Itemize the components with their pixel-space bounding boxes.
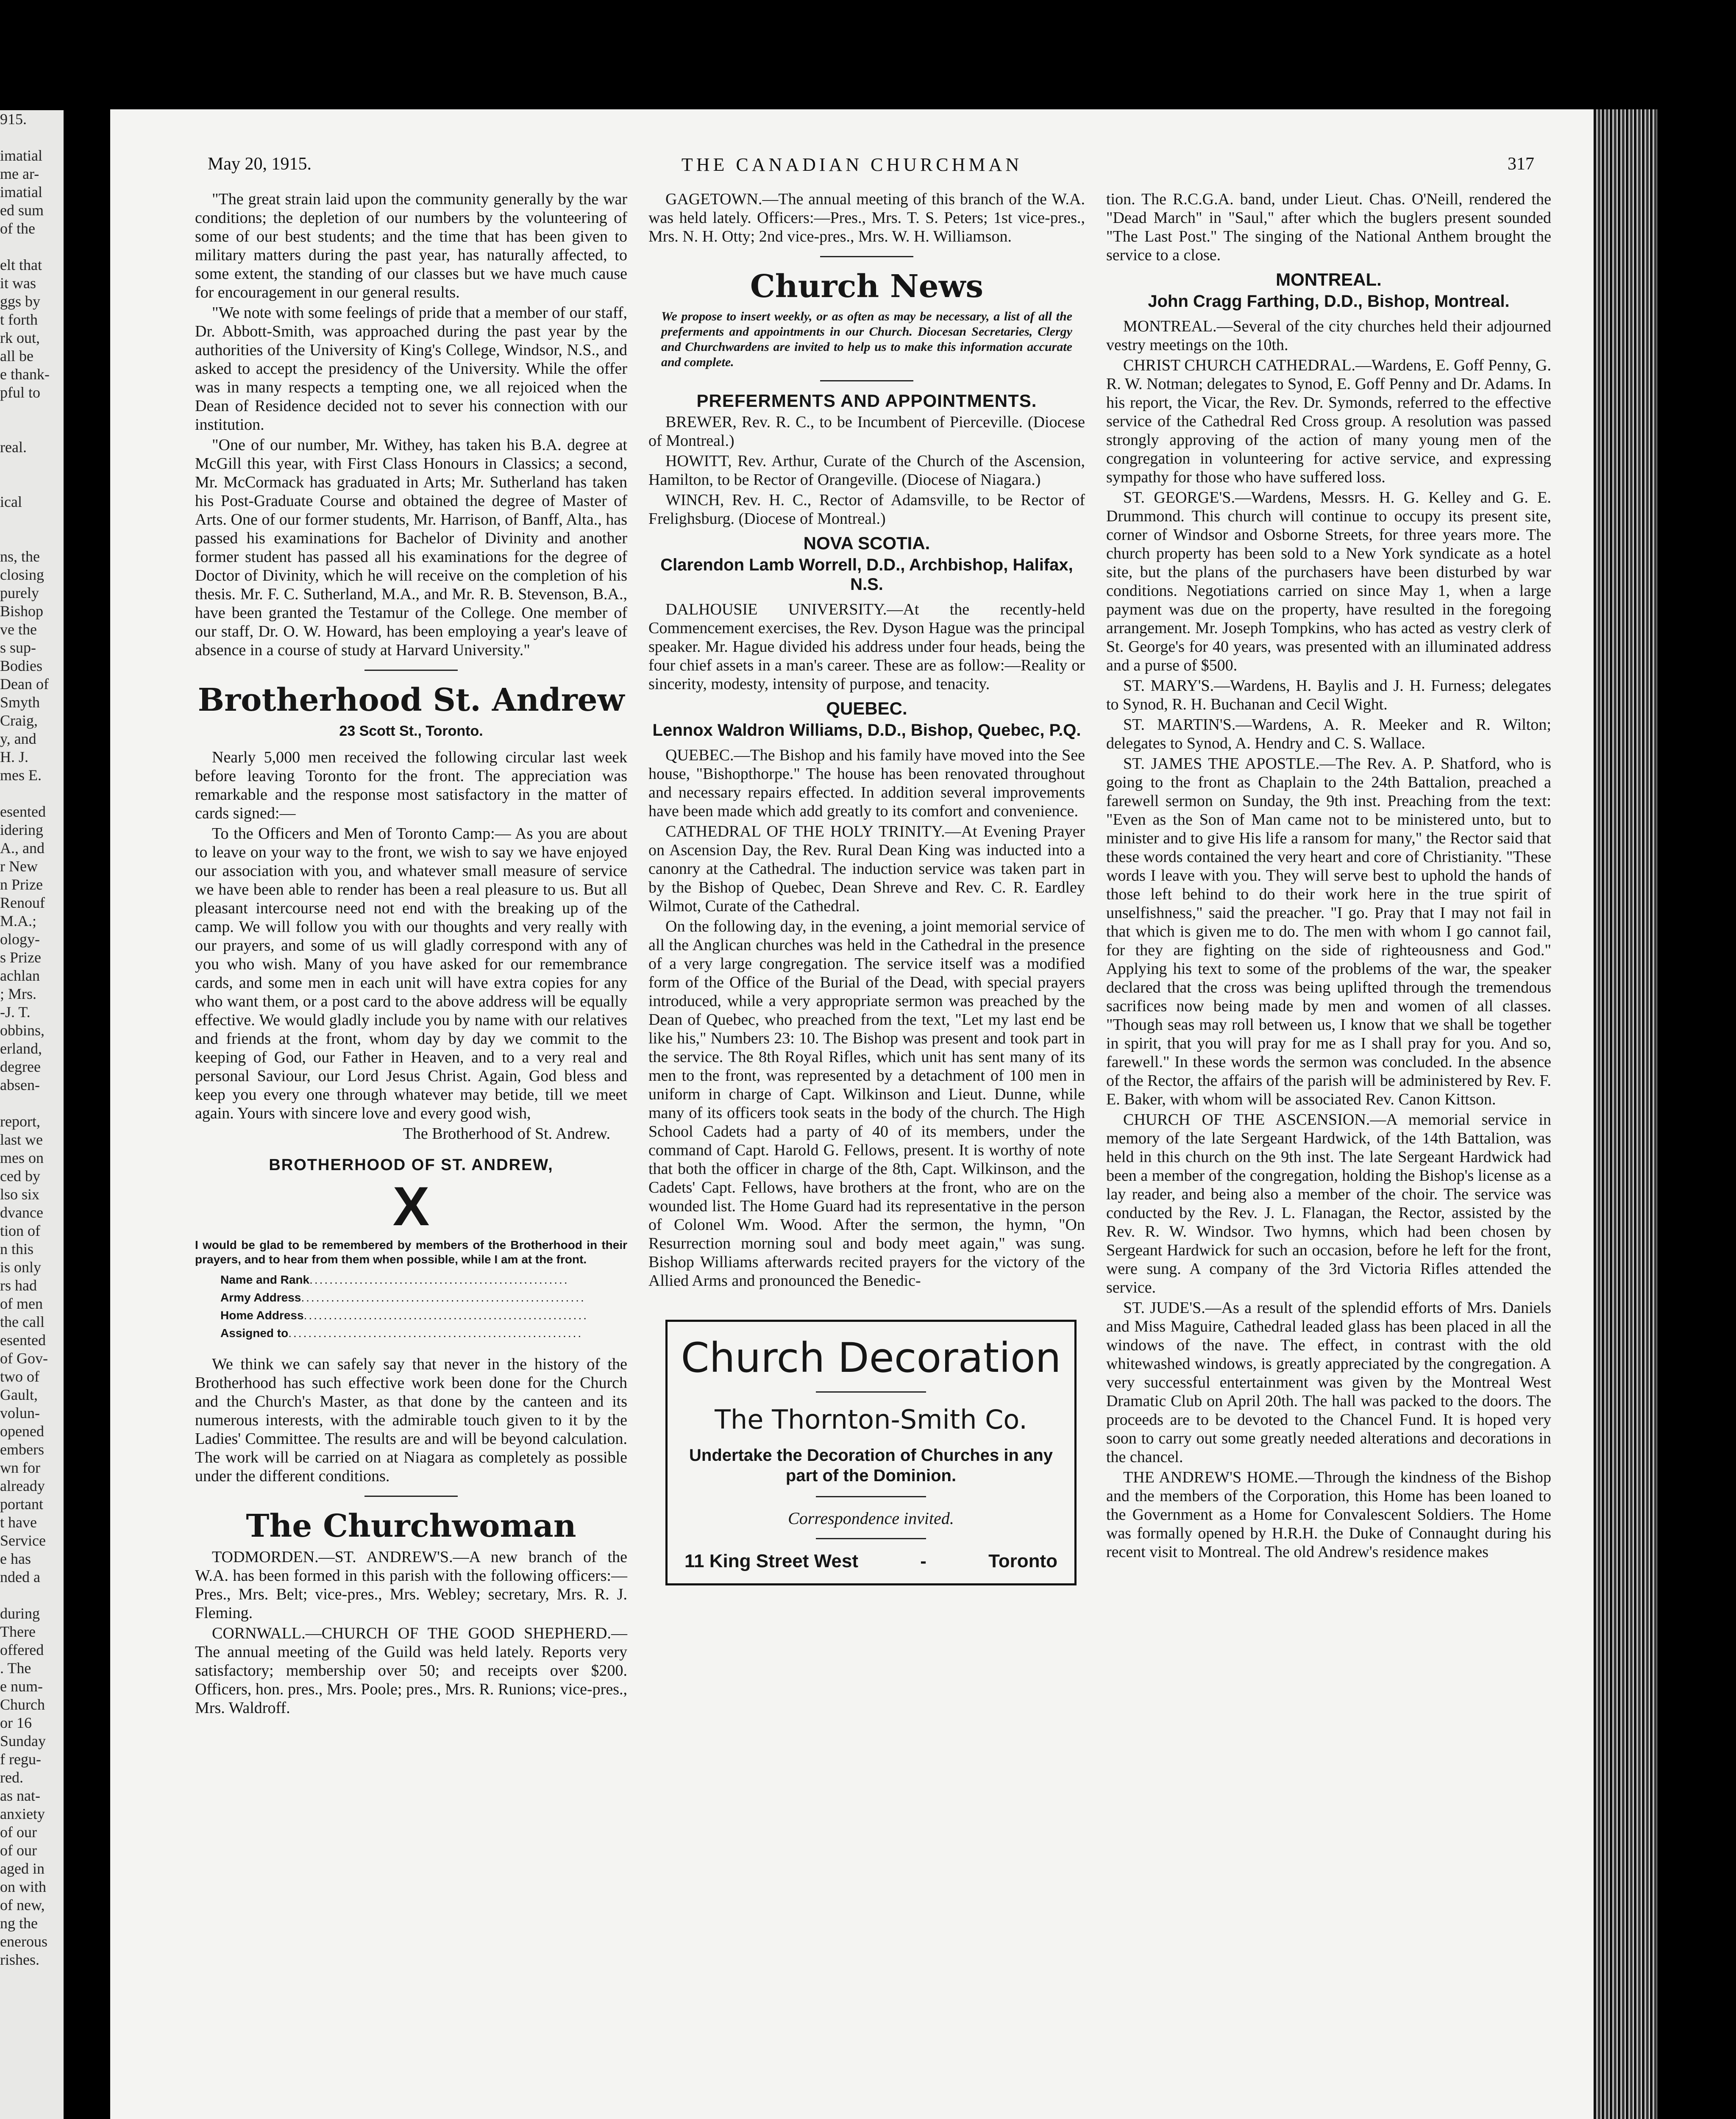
margin-fragment: Bishop [0, 603, 44, 620]
publication-title: THE CANADIAN CHURCHMAN [681, 154, 1023, 175]
ad-footer [676, 1552, 1066, 1571]
margin-fragment: rs had [0, 1277, 37, 1294]
ad-address: 11 King Street West [684, 1551, 858, 1571]
margin-fragment: Gault, [0, 1386, 38, 1403]
margin-fragment [0, 511, 64, 529]
ad-correspondence: Correspondence invited. [788, 1509, 954, 1528]
margin-fragment: dvance [0, 1204, 43, 1221]
church-news-note: We propose to insert weekly, or as often as may be necessary, a list of all the preferments and appointments in our Church. Diocesan Secretaries, Clergy and Churchwardens are invited to help us to make this information accurate and complete. [661, 309, 1072, 369]
ad-dash: - [920, 1551, 926, 1571]
margin-fragment: Bodies [0, 657, 43, 674]
margin-fragment: report, [0, 1113, 40, 1130]
article-paragraph: ST. GEORGE'S.—Wardens, Messrs. H. G. Kelley and G. E. Drummond. This church will continue to occupy its present site, corner of Windsor and Osborne Streets, for three years more. The church property has been sold to a New York syndicate as a hotel site, but the plans of the purchasers have been disturbed by war conditions. Negotiations carried on since May 1, when a large payment was due on the property, have resulted in the foregoing arrangement. Mr. Joseph Tompkins, who has acted as vestry clerk of St. George's for 40 years, was presented with an illuminated address and a purse of $500. [1106, 489, 1551, 674]
montreal-bishop: John Cragg Farthing, D.D., Bishop, Montreal. [1148, 292, 1510, 311]
form-heading: BROTHERHOOD OF ST. ANDREW, [269, 1156, 554, 1174]
page-number: 317 [1508, 154, 1534, 174]
margin-fragment [0, 475, 64, 493]
margin-fragment: purely [0, 584, 39, 601]
margin-fragment: rishes. [0, 1951, 39, 1968]
article-paragraph: "One of our number, Mr. Withey, has taken his B.A. degree at McGill this year, with First Class Honours in Classics; a second, Mr. McCormack has graduated in Arts; Mr. Sutherland has taken his Post-Graduate Course and obtained the degree of Master of Arts. One of our former students, Mr. Harrison, of Banff, Alta., has passed his examinations for Bachelor of Divinity and another former student has passed all his examinations for the degree of Doctor of Divinity, which he will receive on the completion of his thesis. Mr. F. C. Sutherland, M.A., and Mr. R. B. Stevenson, B.A., have been granted the Testamur of the College. One member of our staff, Dr. O. W. Howard, has been employing a year's leave of absence in a course of study at Harvard University." [195, 436, 627, 659]
margin-fragment: elt that [0, 256, 42, 273]
margin-fragment: e num- [0, 1678, 43, 1695]
margin-fragment: e thank- [0, 366, 50, 383]
margin-fragment: as nat- [0, 1787, 40, 1804]
article-paragraph: On the following day, in the evening, a joint memorial service of all the Anglican churches was held in the Cathedral in the presence of a very large congregation. The service itself was a modified form of the Office of the Burial of the Dead, with special prayers introduced, while a very appropriate sermon was preached by the Dean of Quebec, who preached from the text, "Let my last end be like his," Numbers 23: 10. The Bishop was present and took part in the service. The 8th Royal Rifles, which unit has sent many of its men to the front, was represented by a detachment of 100 men in uniform in charge of Capt. Wilkinson and Lieut. Dunne, while many of its officers took seats in the body of the church. The High School Cadets had a party of 40 of its members, under the command of Capt. Harold G. Fellows, present. It is worthy of note that both the officer in charge of the 8th, Capt. Wilkinson, and the Cadets' Capt. Fellows, have brothers at the front, who are on the wounded list. The Home Guard had its representative in the person of Colonel Wm. Wood. After the sermon, the hymn, "On Resurrection morning soul and body meet again," was sung. Bishop Williams afterwards recited prayers for the victory of the Allied Arms and pronounced the Benedic- [648, 918, 1085, 1290]
article-paragraph: ST. JAMES THE APOSTLE.—The Rev. A. P. Shatford, who is going to the front as Chaplain to the 24th Battalion, preached a farewell sermon on Sunday, the 9th inst. Preaching from the text: "Even as the Son of Man came not to be ministered unto, but to minister and to give His life a ransom for many," the Rector said that these words contained the very heart and core of Christianity. "These words I leave with you. They will serve best to uphold the hands of those left behind to do their work here in the true spirit of unselfishness," said the preacher. "I go. Pray that I may not fail in that which is given me to do. The men with whom I go cannot fail, for they are fighting on the side of righteousness and God." Applying his text to some of the problems of the war, the speaker declared that the cross was being uplifted through the tremendous sacrifices now being made by men and women of all classes. "Though seas may roll between us, I know that we shall be together in spirit, that you will pray for me as I shall pray for you. And so, farewell." In these words the sermon was concluded. In the absence of the Rector, the affairs of the parish will be administered by Rev. F. E. Baker, with whom will be associated Rev. Canon Kittson. [1106, 755, 1551, 1108]
margin-fragment: imatial [0, 147, 42, 164]
margin-fragment: rk out, [0, 329, 40, 346]
margin-fragment: of our [0, 1842, 37, 1859]
article-paragraph: ST. MARTIN'S.—Wardens, A. R. Meeker and R. Wilton; delegates to Synod, A. Hendry and C. S. Wallace. [1106, 716, 1551, 752]
margin-fragment [0, 420, 64, 438]
margin-fragment: Craig, [0, 712, 38, 729]
quebec-bishop: Lennox Waldron Williams, D.D., Bishop, Quebec, P.Q. [652, 721, 1081, 740]
montreal-heading: MONTREAL. [1276, 270, 1382, 289]
article-paragraph: tion. The R.C.G.A. band, under Lieut. Chas. O'Neill, rendered the "Dead March" in "Saul," after which the buglers present sounded "The Last Post." The singing of the National Anthem brought the service to a close. [1106, 190, 1551, 264]
margin-fragment: Renouf [0, 894, 45, 911]
margin-fragment: 915. [0, 111, 27, 128]
page-header [110, 154, 1594, 179]
margin-fragment: anxiety [0, 1805, 45, 1822]
margin-fragment: wn for [0, 1459, 40, 1476]
article-paragraph: ST. JUDE'S.—As a result of the splendid efforts of Mrs. Daniels and Miss Maguire, Cathedral leaded glass has been placed in all the windows of the nave. The effect, in contrast with the old whitewashed windows, is greatly appreciated by the congregation. A very successful entertainment was given by the Montreal West Dramatic Club on April 20th. The hall was packed to the doors. The proceeds are to be devoted to the Chancel Fund. It is hoped very soon to carry out some greatly needed alterations and decorations in the chancel. [1106, 1299, 1551, 1466]
divider [820, 256, 913, 257]
margin-fragment: -J. T. [0, 1004, 31, 1021]
margin-fragment: opened [0, 1423, 44, 1440]
ad-city: Toronto [988, 1551, 1057, 1571]
divider [816, 1538, 926, 1539]
margin-fragment: offered [0, 1641, 44, 1658]
form-intro: I would be glad to be remembered by members of the Brotherhood in their prayers, and to hear from them when possible, while I am at the front. [195, 1238, 627, 1266]
margin-fragment: lso six [0, 1186, 40, 1203]
column-2 [648, 190, 1085, 1585]
margin-fragment: or 16 [0, 1714, 32, 1731]
article-paragraph: ST. MARY'S.—Wardens, H. Baylis and J. H. Furness; delegates to Synod, R. H. Buchanan and Cecil Wight. [1106, 677, 1551, 713]
margin-fragment: two of [0, 1368, 39, 1385]
divider [364, 670, 458, 671]
margin-fragment: M.A.; [0, 912, 37, 929]
margin-fragment: closing [0, 566, 44, 583]
margin-fragment: on with [0, 1878, 47, 1895]
preferments-heading: PREFERMENTS AND APPOINTMENTS. [696, 391, 1037, 411]
divider [820, 380, 913, 381]
margin-fragment: all be [0, 348, 33, 364]
margin-fragment: erland, [0, 1040, 42, 1057]
nova-scotia-heading: NOVA SCOTIA. [803, 533, 930, 553]
margin-fragment: A., and [0, 840, 45, 856]
margin-fragment [0, 402, 64, 420]
margin-fragment: s Prize [0, 949, 41, 966]
margin-fragment: . The [0, 1660, 31, 1677]
margin-fragment [0, 784, 64, 803]
margin-fragment: the call [0, 1313, 45, 1330]
margin-fragment [0, 128, 64, 147]
margin-fragment: mes on [0, 1149, 44, 1166]
column-1 [195, 190, 627, 1719]
article-paragraph: Nearly 5,000 men received the following circular last week before leaving Toronto for the front. The appreciation was remarkable and the response most satisfactory in the matter of cards signed:— [195, 748, 627, 822]
margin-fragment: of Gov- [0, 1350, 48, 1367]
article-paragraph: GAGETOWN.—The annual meeting of this branch of the W.A. was held lately. Officers:—Pres., Mrs. T. S. Peters; 1st vice-pres., Mrs. N. H. Otty; 2nd vice-pres., Mrs. W. H. Williamson. [648, 190, 1085, 245]
margin-fragment: ology- [0, 931, 40, 948]
article-paragraph: We think we can safely say that never in the history of the Brotherhood has such effective work been done for the Church and the Church's Master, as that done by the canteen and its numerous interests, with the admirable touch given to it by the Ladies' Committee. The results are and will be beyond calculation. The work will be carried on at Niagara as completely as possible under the different conditions. [195, 1355, 627, 1485]
margin-fragment: Smyth [0, 694, 40, 711]
margin-fragment: of men [0, 1295, 43, 1312]
margin-fragment: obbins, [0, 1022, 45, 1039]
margin-fragment: esented [0, 803, 46, 820]
margin-fragment: e has [0, 1550, 31, 1567]
margin-fragment: of new, [0, 1897, 45, 1913]
column-3 [1106, 190, 1551, 1563]
form-line-assigned: Assigned to........................................................... [220, 1326, 583, 1340]
adjacent-page-strip [0, 110, 64, 2119]
margin-fragment: of our [0, 1824, 37, 1841]
divider [816, 1391, 926, 1393]
margin-fragment: last we [0, 1131, 43, 1148]
article-paragraph: "The great strain laid upon the community generally by the war conditions; the depletion of our numbers by the volunteering of some of our best students; and the time that has been given to military matters during the past year, has naturally affected, to some extent, the standing of our classes but we have much cause for encouragement in our general results. [195, 190, 627, 301]
article-paragraph: "We note with some feelings of pride that a member of our staff, Dr. Abbott-Smith, was approached during the past year by the authorities of the University of King's College, Windsor, N.S., and asked to accept the presidency of the University. While the offer was in many respects a tempting one, we all rejoiced when the Dean of Residence decided not to sever his connection with our institution. [195, 304, 627, 434]
article-paragraph: QUEBEC.—The Bishop and his family have moved into the See house, "Bishopthorpe." The house has been renovated throughout and necessary repairs effected. In addition several improvements have been made which add greatly to its comfort and convenience. [648, 746, 1085, 820]
margin-fragment: ve the [0, 621, 37, 638]
margin-fragment: ced by [0, 1168, 40, 1185]
margin-fragment: esented [0, 1332, 46, 1349]
margin-fragment: mes E. [0, 767, 42, 784]
margin-fragment: aged in [0, 1860, 45, 1877]
churchwoman-heading: The Churchwoman [246, 1508, 576, 1544]
ad-company: The Thornton-Smith Co. [715, 1404, 1027, 1435]
issue-date: May 20, 1915. [208, 154, 312, 174]
preferment-item: HOWITT, Rev. Arthur, Curate of the Church of the Ascension, Hamilton, to be Rector of Orangeville. (Diocese of Niagara.) [648, 452, 1085, 489]
margin-fragment: red. [0, 1769, 23, 1786]
preferment-item: BREWER, Rev. R. C., to be Incumbent of Pierceville. (Diocese of Montreal.) [648, 413, 1085, 450]
margin-fragment: pful to [0, 384, 40, 401]
margin-fragment: H. J. [0, 748, 29, 765]
margin-fragment: already [0, 1477, 45, 1494]
article-paragraph: DALHOUSIE UNIVERSITY.—At the recently-held Commencement exercises, the Rev. Dyson Hague was the principal speaker. Mr. Hague divided his address under four heads, being the four chief assets in a man's career. These are as follow:—Reality or sincerity, modesty, intensity of purpose, and tenacity. [648, 601, 1085, 693]
margin-fragment: idering [0, 821, 43, 838]
margin-fragment: volun- [0, 1404, 40, 1421]
margin-fragment [0, 1094, 64, 1112]
form-line-home-address: Home Address......................................................... [220, 1309, 588, 1322]
margin-fragment: portant [0, 1496, 43, 1513]
margin-fragment: enerous [0, 1933, 47, 1950]
margin-fragment [0, 456, 64, 475]
divider [364, 1496, 458, 1497]
margin-fragment: ical [0, 493, 22, 510]
brotherhood-heading: Brotherhood St. Andrew [198, 682, 625, 718]
margin-fragment: n this [0, 1240, 34, 1257]
margin-fragment: r New [0, 858, 38, 875]
preferment-item: WINCH, Rev. H. C., Rector of Adamsville, to be Rector of Frelighsburg. (Diocese of Montreal.) [648, 491, 1085, 528]
margin-fragment: Church [0, 1696, 45, 1713]
divider [816, 1496, 926, 1497]
form-line-name: Name and Rank.................................................... [220, 1273, 569, 1286]
margin-fragment: imatial [0, 184, 42, 200]
margin-fragment: ggs by [0, 293, 41, 310]
margin-fragment: me ar- [0, 165, 39, 182]
form-mark: X [392, 1175, 430, 1237]
margin-fragment: real. [0, 439, 27, 456]
margin-fragment [0, 238, 64, 256]
margin-fragment: of the [0, 220, 35, 237]
advertisement-box [665, 1320, 1077, 1585]
article-paragraph: CORNWALL.—CHURCH OF THE GOOD SHEPHERD.—The annual meeting of the Guild was held lately. Reports very satisfactory; membership over 50; and receipts over $200. Officers, hon. pres., Mrs. Poole; pres., Mrs. R. Runions; vice-pres., Mrs. Waldroff. [195, 1624, 627, 1717]
article-paragraph: CHURCH OF THE ASCENSION.—A memorial service in memory of the late Sergeant Hardwick, of the 14th Battalion, was held in this church on the 9th inst. The late Sergeant Hardwick had been a member of the congregation, holding the Bishop's license as a lay reader, and being also a member of the choir. The service was conducted by the Rev. J. L. Flanagan, the Rector, assisted by the Rev. R. W. Windsor. Two hymns, which had been chosen by Sergeant Hardwick for such an occasion, before he left for the front, were sung. A company of the 3rd Victoria Rifles attended the service. [1106, 1111, 1551, 1296]
brotherhood-signoff: The Brotherhood of St. Andrew. [403, 1125, 610, 1143]
margin-fragment: ed sum [0, 202, 44, 219]
margin-fragment: ng the [0, 1915, 38, 1932]
margin-fragment: ; Mrs. [0, 985, 37, 1002]
margin-fragment: embers [0, 1441, 44, 1458]
margin-fragment: degree [0, 1058, 41, 1075]
margin-fragment: Dean of [0, 676, 49, 692]
margin-fragment: during [0, 1605, 40, 1622]
margin-fragment: achlan [0, 967, 40, 984]
margin-fragment: There [0, 1623, 36, 1640]
margin-fragment: n Prize [0, 876, 43, 893]
form-line-army-address: Army Address......................................................... [220, 1291, 586, 1304]
ad-title: Church Decoration [681, 1334, 1061, 1382]
margin-fragment: ns, the [0, 548, 40, 565]
article-paragraph: CHRIST CHURCH CATHEDRAL.—Wardens, E. Goff Penny, G. R. W. Notman; delegates to Synod, E. Goff Penny and Dr. Adams. In his report, the Vicar, the Rev. Dr. Symonds, referred to the effective service of the Cathedral Red Cross group. A resolution was passed strongly approving of the action of many young men of the congregation in volunteering for active service, and expressing sympathy for those who have suffered loss. [1106, 356, 1551, 486]
book-page-edges [1594, 109, 1657, 2119]
margin-fragment: is only [0, 1259, 42, 1276]
article-paragraph: MONTREAL.—Several of the city churches held their adjourned vestry meetings on the 10th. [1106, 317, 1551, 354]
margin-fragment: s sup- [0, 639, 36, 656]
margin-fragment: Sunday [0, 1732, 46, 1749]
quebec-heading: QUEBEC. [826, 698, 907, 718]
margin-fragment: it was [0, 275, 36, 292]
article-paragraph: TODMORDEN.—ST. ANDREW'S.—A new branch of the W.A. has been formed in this parish with the following officers:—Pres., Mrs. Belt; vice-pres., Mrs. Webley; secretary, Mrs. R. J. Fleming. [195, 1548, 627, 1622]
article-paragraph: CATHEDRAL OF THE HOLY TRINITY.—At Evening Prayer on Ascension Day, the Rev. Rural Dean King was inducted into a canonry at the Cathedral. The induction service was taken part in by the Bishop of Quebec, Dean Shreve and Rev. C. R. Eardley Wilmot, Curate of the Cathedral. [648, 823, 1085, 915]
margin-fragment: f regu- [0, 1751, 41, 1768]
margin-fragment: tion of [0, 1222, 40, 1239]
church-news-heading: Church News [750, 268, 984, 305]
margin-fragment: absen- [0, 1076, 40, 1093]
article-paragraph: THE ANDREW'S HOME.—Through the kindness of the Bishop and the members of the Corporation, this Home has been loaned to the Government as a Home for Convalescent Soldiers. The Home was formally opened by H.R.H. the Duke of Connaught during his recent visit to Montreal. The old Andrew's residence makes [1106, 1468, 1551, 1561]
margin-fragment: y, and [0, 730, 36, 747]
margin-fragment [0, 529, 64, 548]
margin-fragment: t forth [0, 311, 38, 328]
margin-fragment: Service [0, 1532, 46, 1549]
article-paragraph: To the Officers and Men of Toronto Camp:— As you are about to leave on your way to the front, we wish to say we have enjoyed our association with you, and whatever small measure of service we have been able to render has been a real pleasure to us. But all pleasant intercourse need not end with the breaking up of the camp. We will follow you with our thoughts and very really with our prayers, and some of us will gladly correspond with any of you who wish. Many of you have asked for our remembrance cards, and some men in each unit will have extra copies for any who want them, or a post card to the above address will be equally effective. We would gladly include you by name with our relatives and friends at the front, whom day by day we commit to the keeping of God, our Father in Heaven, and to a very real and personal Saviour, our Lord Jesus Christ. Again, God bless and keep you every one through whatever may betide, till we meet again. Yours with sincere love and every good wish, [195, 825, 627, 1122]
margin-fragment: nded a [0, 1568, 40, 1585]
brotherhood-address: 23 Scott St., Toronto. [339, 723, 483, 739]
margin-fragment: t have [0, 1514, 37, 1531]
newspaper-page [110, 109, 1594, 2119]
margin-fragment [0, 1586, 64, 1605]
nova-scotia-bishop: Clarendon Lamb Worrell, D.D., Archbishop, Halifax, N.S. [660, 556, 1073, 594]
ad-tagline: Undertake the Decoration of Churches in any part of the Dominion. [689, 1446, 1053, 1485]
